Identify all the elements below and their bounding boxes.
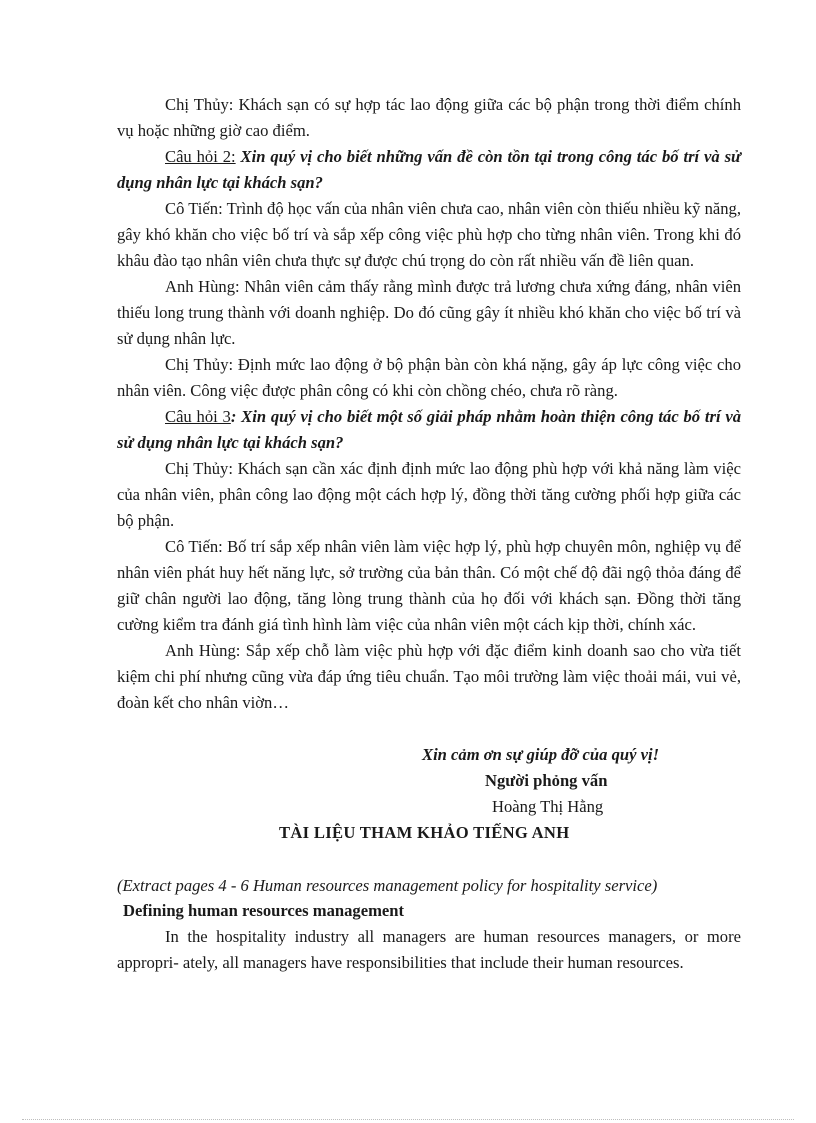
page-bottom-divider <box>22 1119 794 1120</box>
closing-paragraph: In the hospitality industry all managers are human resources managers, or more appropri- ately, all managers have responsibilities that include their human resources. <box>117 927 741 972</box>
question-3 <box>117 404 741 456</box>
section-heading: TÀI LIỆU THAM KHẢO TIẾNG ANH <box>279 823 570 842</box>
paragraph-thuy-answer-2: Chị Thủy: Định mức lao động ở bộ phận bàn còn khá nặng, gây áp lực công việc cho nhân viên. Công việc được phân công có khi còn chồng chéo, chưa rõ ràng. <box>117 355 741 400</box>
subheading: Defining human resources management <box>123 901 405 920</box>
signature-block <box>117 742 741 820</box>
question-3-text: : Xin quý vị cho biết một số giải pháp nhằm hoàn thiện công tác bố trí và sử dụng nhân lực tại khách sạn? <box>117 407 742 452</box>
paragraph-thuy-answer-3: Chị Thủy: Khách sạn cần xác định định mức lao động phù hợp với khả năng làm việc của nhân viên, phân công lao động một cách hợp lý, đồng thời tăng cường phối hợp giữa các bộ phận. <box>117 459 741 530</box>
paragraph-hung-answer-2: Anh Hùng: Nhân viên cảm thấy rằng mình được trả lương chưa xứng đáng, nhân viên thiếu long trung thành với doanh nghiệp. Do đó cũng gây ít nhiều khó khăn cho việc bố trí và sử dụng nhân lực. <box>117 277 741 348</box>
signature-thanks: Xin cảm ơn sự giúp đỡ của quý vị! <box>422 745 660 764</box>
document-page <box>117 92 741 976</box>
question-3-label: Câu hỏi 3 <box>165 407 231 426</box>
signature-name: Hoàng Thị Hằng <box>492 797 604 816</box>
paragraph-tien-answer-2: Cô Tiến: Trình độ học vấn của nhân viên chưa cao, nhân viên còn thiếu nhiều kỹ năng, gây khó khăn cho việc bố trí và sắp xếp công việc phù hợp cho từng nhân viên. Trong khi đó khâu đào tạo nhân viên chưa thực sự được chú trọng do còn rất nhiều vấn đề liên quan. <box>117 199 741 270</box>
question-2-label: Câu hỏi 2: <box>165 147 236 166</box>
signature-role: Người phỏng vấn <box>485 771 608 790</box>
question-2-text: Xin quý vị cho biết những vấn đề còn tồn tại trong công tác bố trí và sử dụng nhân lực tại khách sạn? <box>117 147 741 192</box>
paragraph-thuy-cooperation: Chị Thủy: Khách sạn có sự hợp tác lao động giữa các bộ phận trong thời điểm chính vụ hoặc những giờ cao điểm. <box>117 95 741 140</box>
extract-note: (Extract pages 4 - 6 Human resources management policy for hospitality service) <box>117 876 658 895</box>
paragraph-tien-answer-3: Cô Tiến: Bố trí sắp xếp nhân viên làm việc hợp lý, phù hợp chuyên môn, nghiệp vụ để nhân viên phát huy hết năng lực, sở trường của bản thân. Có một chế độ đãi ngộ thỏa đáng để giữ chân người lao động, tăng lòng trung thành của họ đối với khách sạn. Đồng thời tăng cường kiểm tra đánh giá tình hình làm việc của nhân viên một cách kịp thời, chính xác. <box>117 537 741 634</box>
interview-body <box>117 92 741 716</box>
question-2 <box>117 144 741 196</box>
paragraph-hung-answer-3: Anh Hùng: Sắp xếp chỗ làm việc phù hợp với đặc điểm kinh doanh sao cho vừa tiết kiệm chi phí nhưng cũng vừa đáp ứng tiêu chuẩn. Tạo môi trường làm việc thoải mái, vui vẻ, đoàn kết cho nhân viờn… <box>117 641 741 712</box>
